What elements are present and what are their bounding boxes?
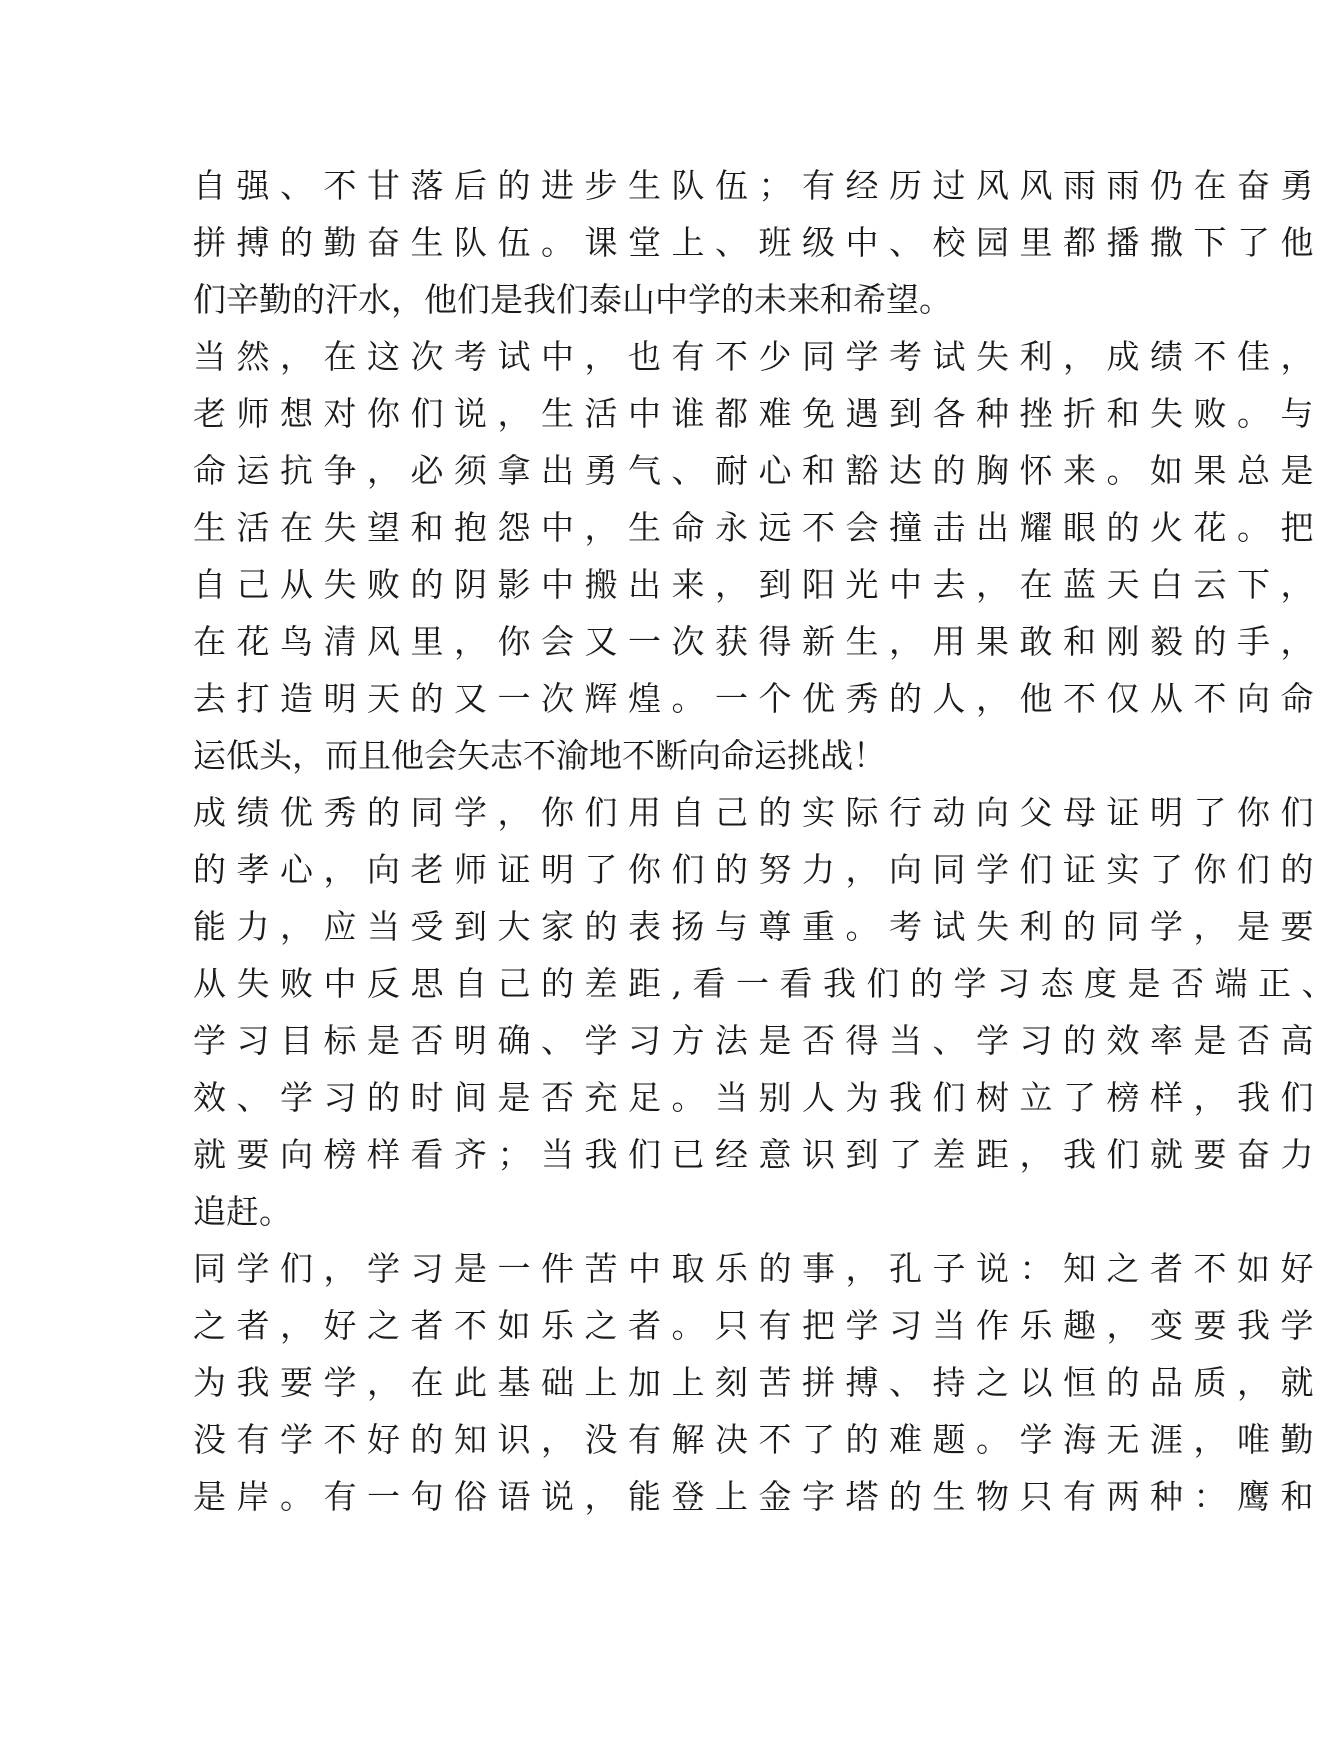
text-line: 成 绩 优 秀 的 同 学 ， 你 们 用 自 己 的 实 际 行 动 向 父 母 证 明 了 你 们 (193, 793, 1314, 832)
text-line: 学 习 目 标 是 否 明 确 、 学 习 方 法 是 否 得 当 、 学 习 的 效 率 是 否 高 (193, 1021, 1314, 1060)
text-line: 的 孝 心 ， 向 老 师 证 明 了 你 们 的 努 力 ， 向 同 学 们 证 实 了 你 们 的 (193, 850, 1314, 889)
text-line: 自 强 、 不 甘 落 后 的 进 步 生 队 伍 ； 有 经 历 过 风 风 雨 雨 仍 在 奋 勇 (193, 166, 1314, 205)
text-line: 当 然 ， 在 这 次 考 试 中 ， 也 有 不 少 同 学 考 试 失 利 ， 成 绩 不 佳 ， (193, 337, 1314, 376)
text-line: 去 打 造 明 天 的 又 一 次 辉 煌 。 一 个 优 秀 的 人 ， 他 不 仅 从 不 向 命 (193, 679, 1314, 718)
text-line: 追赶。 (193, 1192, 292, 1231)
text-line: 运低头，而且他会矢志不渝地不断向命运挑战！ (193, 736, 886, 775)
body-text (193, 157, 1335, 1525)
text-line: 是 岸 。 有 一 句 俗 语 说 ， 能 登 上 金 字 塔 的 生 物 只 有 两 种 ： 鹰 和 (193, 1477, 1314, 1516)
text-line: 同 学 们 ， 学 习 是 一 件 苦 中 取 乐 的 事 ， 孔 子 说 ： 知 之 者 不 如 好 (193, 1249, 1314, 1288)
text-line: 在 花 鸟 清 风 里 ， 你 会 又 一 次 获 得 新 生 ， 用 果 敢 和 刚 毅 的 手 ， (193, 622, 1314, 661)
text-line: 为 我 要 学 ， 在 此 基 础 上 加 上 刻 苦 拼 搏 、 持 之 以 恒 的 品 质 ， 就 (193, 1363, 1314, 1402)
text-line: 效 、 学 习 的 时 间 是 否 充 足 。 当 别 人 为 我 们 树 立 了 榜 样 ， 我 们 (193, 1078, 1314, 1117)
text-line: 没 有 学 不 好 的 知 识 ， 没 有 解 决 不 了 的 难 题 。 学 海 无 涯 ， 唯 勤 (193, 1420, 1314, 1459)
text-line: 之 者 ， 好 之 者 不 如 乐 之 者 。 只 有 把 学 习 当 作 乐 趣 ， 变 要 我 学 (193, 1306, 1314, 1345)
text-line: 生 活 在 失 望 和 抱 怨 中 ， 生 命 永 远 不 会 撞 击 出 耀 眼 的 火 花 。 把 (193, 508, 1314, 547)
text-line: 自 己 从 失 败 的 阴 影 中 搬 出 来 ， 到 阳 光 中 去 ， 在 蓝 天 白 云 下 ， (193, 565, 1314, 604)
text-line: 从 失 败 中 反 思 自 己 的 差 距 , 看 一 看 我 们 的 学 习 态 度 是 否 端 正 、 (193, 964, 1335, 1003)
text-line: 能 力 ， 应 当 受 到 大 家 的 表 扬 与 尊 重 。 考 试 失 利 的 同 学 ， 是 要 (193, 907, 1314, 946)
text-line: 命 运 抗 争 ， 必 须 拿 出 勇 气 、 耐 心 和 豁 达 的 胸 怀 来 。 如 果 总 是 (193, 451, 1314, 490)
text-line: 老 师 想 对 你 们 说 ， 生 活 中 谁 都 难 免 遇 到 各 种 挫 折 和 失 败 。 与 (193, 394, 1314, 433)
text-line: 拼 搏 的 勤 奋 生 队 伍 。 课 堂 上 、 班 级 中 、 校 园 里 都 播 撒 下 了 他 (193, 223, 1314, 262)
text-line: 就 要 向 榜 样 看 齐 ； 当 我 们 已 经 意 识 到 了 差 距 ， 我 们 就 要 奋 力 (193, 1135, 1314, 1174)
text-line: 们辛勤的汗水，他们是我们泰山中学的未来和希望。 (193, 280, 952, 319)
